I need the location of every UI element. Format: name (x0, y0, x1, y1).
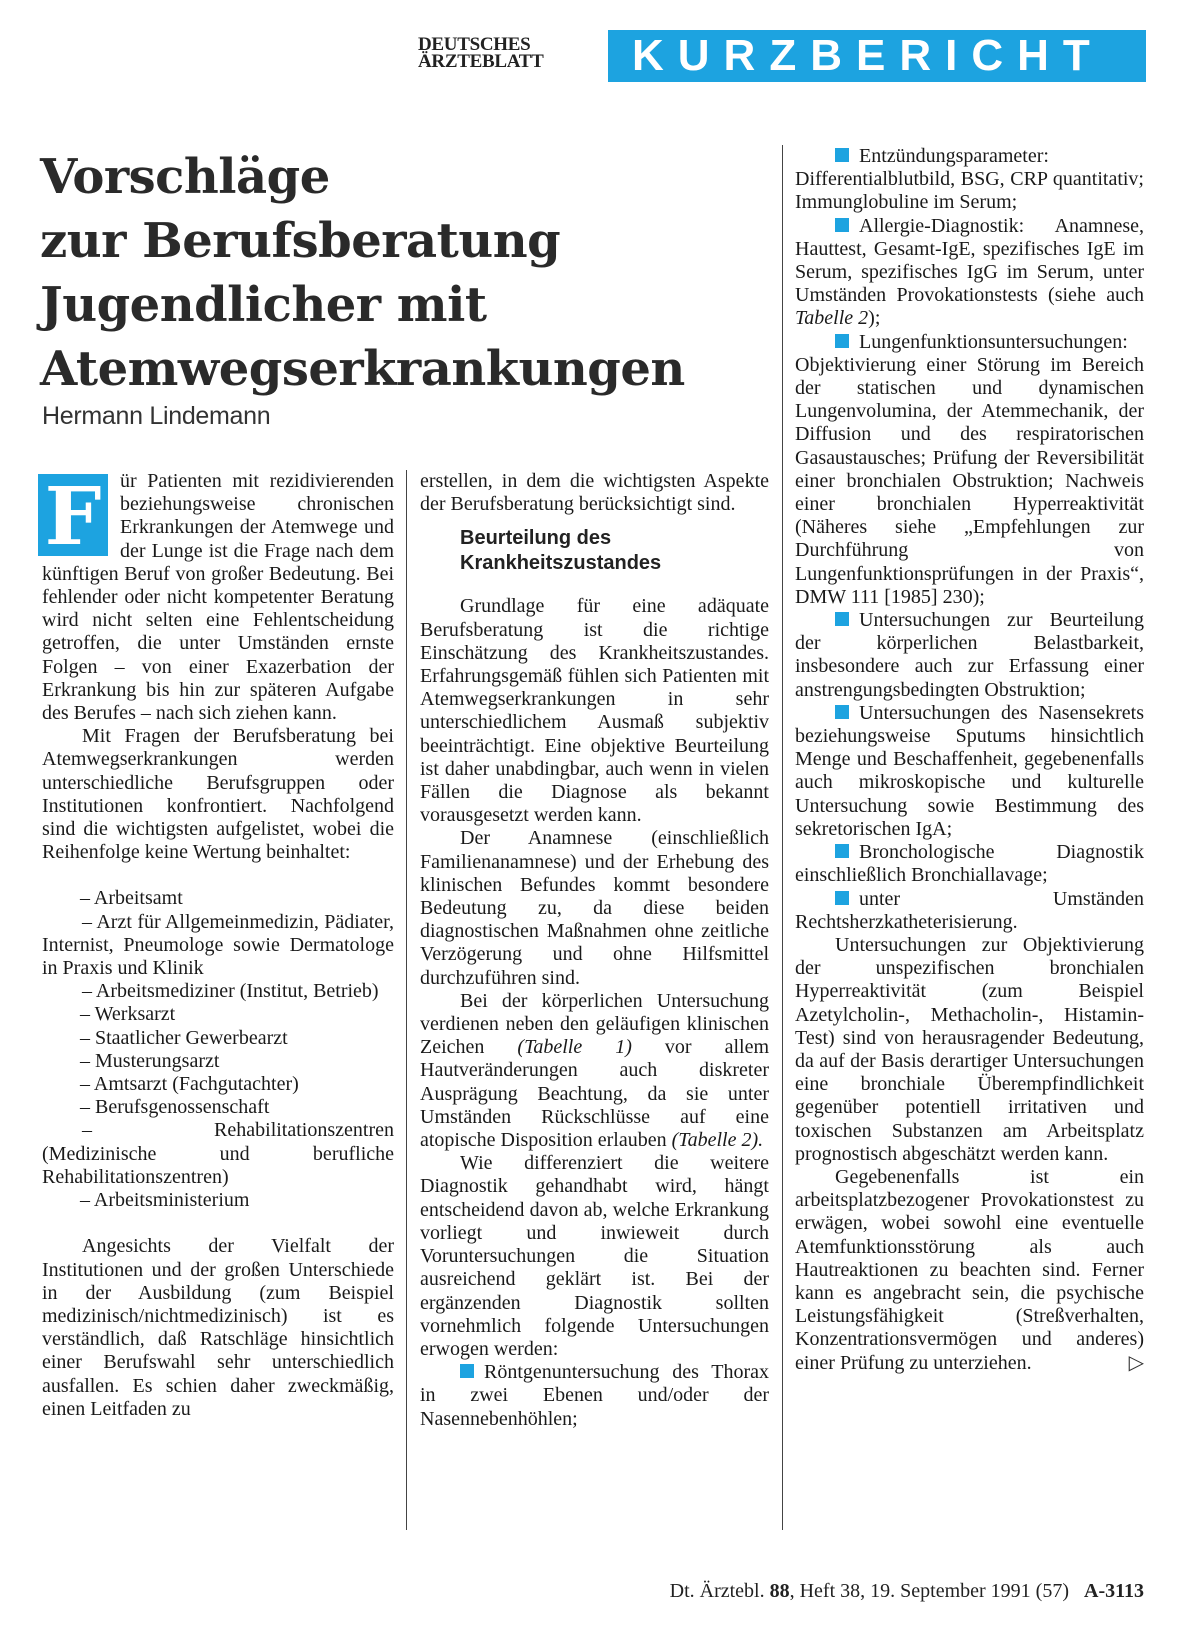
square-bullet-icon (835, 334, 849, 348)
text: Gegebenenfalls ist ein arbeitsplatzbezogener Provokationstest zu erwägen, wobei sowohl eine eventuelle Atemfunktionsstörung als auch Hautreaktionen zu beachten sind. Ferner kann es angebracht sein, die psychische Leistungsfähigkeit (Streßverhalten, Konzentrationsvermögen und anderes) einer Prüfung zu unterziehen. (795, 1165, 1144, 1374)
drop-cap: F (38, 474, 108, 556)
paragraph: Angesichts der Vielfalt der Institutionen und der großen Unterschiede in der Ausbildung (zum Beispiel medizinisch/nichtmedizinisch) ist es verständlich, daß Ratschläge hinsichtlich einer Berufswahl sehr unterschiedlich ausfallen. Es schien daher zweckmäßig, einen Leitfaden zu (42, 1235, 394, 1420)
issue-info: , Heft 38, 19. September 1991 (57) (789, 1580, 1069, 1602)
text: Bei der körperlichen Untersuchung verdienen neben den geläufigen klinischen Zeichen (420, 989, 769, 1059)
column-2 (420, 470, 769, 1431)
square-bullet-icon (835, 891, 849, 905)
column-1 (42, 470, 394, 1421)
bullet-text: Röntgenuntersuchung des Thorax in zwei Ebenen und/oder der Nasennebenhöhlen; (420, 1361, 769, 1430)
title-line: Vorschläge (40, 149, 330, 205)
masthead-logo (418, 36, 543, 70)
page-footer (600, 1580, 1144, 1603)
list-item: – Rehabilitationszentren (Medizinische und berufliche Rehabilitationszentren) (42, 1119, 394, 1188)
bullet-item (420, 1361, 769, 1431)
square-bullet-icon (835, 218, 849, 232)
list-item: – Werksarzt (80, 1003, 176, 1026)
bullet-text: Entzündungsparameter: Differentialblutbild, BSG, CRP quantitativ; Immunglobuline im Serum; (795, 145, 1144, 214)
table-reference[interactable]: (Tabelle 1) (517, 1036, 632, 1059)
bullet-item (795, 215, 1144, 331)
paragraph: Grundlage für eine adäquate Berufsberatung ist die richtige Einschätzung des Krankheitszustandes. Erfahrungsgemäß fühlen sich Patienten mit Atemwegserkrankungen in sehr unterschiedlichem Ausmaß subjektiv beeinträchtigt. Eine objektive Beurteilung ist daher unabdingbar, auch wenn in vielen Fällen die Diagnose als bekannt vorausgesetzt werden kann. (420, 595, 769, 827)
bullet-text: Untersuchungen des Nasensekrets beziehungsweise Sputums hinsichtlich Menge und Beschaffenheit, gegebenenfalls auch mikroskopische und kulturelle Untersuchung sowie Bestimmung des sekretorischen IgA; (795, 701, 1144, 840)
list-item: – Berufsgenossenschaft (80, 1096, 270, 1119)
paragraph (795, 1166, 1144, 1375)
square-bullet-icon (835, 612, 849, 626)
bullet-text: unter Umständen Rechtsherzkatheterisierung. (795, 887, 1144, 933)
text: vor allem Hautveränderungen auch diskreter Ausprägung Beachtung, da sie unter Umständen Rückschlüsse auf eine atopische Disposition erlauben (420, 1036, 770, 1152)
bullet-text: ); (868, 307, 881, 330)
section-banner (608, 30, 1146, 82)
volume-number: 88 (769, 1580, 790, 1602)
list-item: – Arzt für Allgemeinmedizin, Pädiater, Internist, Pneumologe sowie Dermatologe in Praxis und Klinik (42, 910, 394, 980)
title-line: Atemwegserkrankungen (40, 341, 685, 397)
bullet-text: Allergie-Diagnostik: Anamnese, Hauttest, Gesamt-IgE, spezifisches IgE im Serum, spezifisches IgG im Serum, unter Umständen Provokationstests (siehe auch (795, 214, 1144, 307)
journal-name: Dt. Ärztebl. (669, 1580, 765, 1602)
intro-text: ür Patienten mit rezidivierenden beziehungsweise chronischen Erkrankungen der Atemwege und der Lunge ist die Frage nach dem künftigen Beruf von großer Bedeutung. Bei fehlender oder nicht kompetenter Beratung wird nicht selten eine Fehlentscheidung getroffen, die unter Umständen ernste Folgen – von einer Exazerbation der Erkrankung bis hin zur späteren Aufgabe des Berufes – nach sich ziehen kann. (42, 470, 394, 725)
list-item: – Amtsarzt (Fachgutachter) (80, 1073, 299, 1096)
bullet-text: Bronchologische Diagnostik einschließlich Bronchiallavage; (795, 841, 1144, 887)
list-item: – Staatlicher Gewerbearzt (80, 1026, 288, 1049)
column-divider (406, 470, 407, 1530)
bullet-text: Untersuchungen zur Beurteilung der körperlichen Belastbarkeit, insbesondere auch zur Erfassung einer anstrengungsbedingten Obstruktion; (795, 609, 1144, 701)
masthead-line2: ÄRZTEBLATT (418, 51, 544, 72)
page-number: A-3113 (1084, 1580, 1144, 1602)
paragraph: Mit Fragen der Berufsberatung bei Atemwegserkrankungen werden unterschiedliche Berufsgruppen oder Institutionen konfrontiert. Nachfolgend sind die wichtigsten aufgelistet, wobei die Reihenfolge keine Wertung beinhaltet: (42, 725, 394, 864)
column-3 (795, 145, 1144, 1375)
bullet-item (795, 841, 1144, 887)
list-item: – Musterungsarzt (80, 1049, 220, 1072)
bullet-item (795, 702, 1144, 841)
continue-arrow-icon: ▷ (1128, 1351, 1144, 1374)
heading-line: Krankheitszustandes (460, 552, 662, 575)
bullet-text: Lungenfunktionsuntersuchungen: Objektivierung einer Störung im Bereich der statischen und dynamischen Lungenvolumina, der Atemmechanik, der Diffusion und des respiratorischen Gasaustausches; Prüfung der Reversibilität einer bronchialen Obstruktion; Nachweis einer bronchialen Hyperreaktivität (Näheres siehe „Empfehlungen zur Durchführung von Lungenfunktionsprüfungen in der Praxis“, DMW 111 [1985] 230); (795, 330, 1144, 608)
section-heading (420, 526, 769, 576)
article-title (40, 145, 760, 401)
paragraph: erstellen, in dem die wichtigsten Aspekte der Berufsberatung berücksichtigt sind. (420, 470, 769, 516)
bullet-item (795, 888, 1144, 934)
square-bullet-icon (460, 1364, 474, 1378)
bullet-item (795, 145, 1144, 215)
author-name: Hermann Lindemann (42, 402, 271, 430)
list-item: – Arbeitsministerium (80, 1189, 250, 1212)
paragraph: Der Anamnese (einschließlich Familienanamnese) und der Erhebung des klinischen Befundes kommt besondere Bedeutung zu, da diese beiden diagnostischen Maßnahmen ohne zeitliche Verzögerung und ohne Hilfsmittel durchzuführen sind. (420, 827, 769, 989)
intro-paragraph (42, 470, 394, 725)
square-bullet-icon (835, 148, 849, 162)
table-reference[interactable]: (Tabelle 2). (671, 1129, 764, 1152)
title-line: zur Berufsberatung (40, 213, 561, 269)
title-line: Jugendlicher mit (40, 277, 487, 333)
square-bullet-icon (835, 844, 849, 858)
paragraph: Untersuchungen zur Objektivierung der unspezifischen bronchialen Hyperreaktivität (zum Beispiel Azetylcholin-, Methacholin-, Histamin-Test) sind von herausragender Bedeutung, da auf der Basis derartiger Untersuchungen eine bronchiale Überempfindlichkeit gegenüber potentiell irritativen und toxischen Substanzen am Arbeitsplatz prognostisch abgeschätzt werden kann. (795, 933, 1144, 1165)
paragraph: Wie differenziert die weitere Diagnostik gehandhabt wird, hängt entscheidend davon ab, welche Erkrankung vorliegt und inwieweit durch Voruntersuchungen die Situation ausreichend geklärt ist. Bei der ergänzenden Diagnostik sollten vornehmlich folgende Untersuchungen erwogen werden: (420, 1152, 769, 1360)
bullet-item (795, 609, 1144, 702)
heading-line: Beurteilung des (460, 527, 612, 550)
paragraph (420, 990, 769, 1152)
table-reference[interactable]: Tabelle 2 (795, 307, 869, 330)
bullet-item (795, 331, 1144, 609)
list-item: – Arbeitsmediziner (Institut, Betrieb) (82, 980, 379, 1003)
square-bullet-icon (835, 705, 849, 719)
column-divider (782, 145, 783, 1530)
banner-label: KURZBERICHT (632, 31, 1104, 80)
list-item: – Arbeitsamt (80, 887, 183, 910)
masthead-line1: DEUTSCHES (418, 34, 531, 55)
